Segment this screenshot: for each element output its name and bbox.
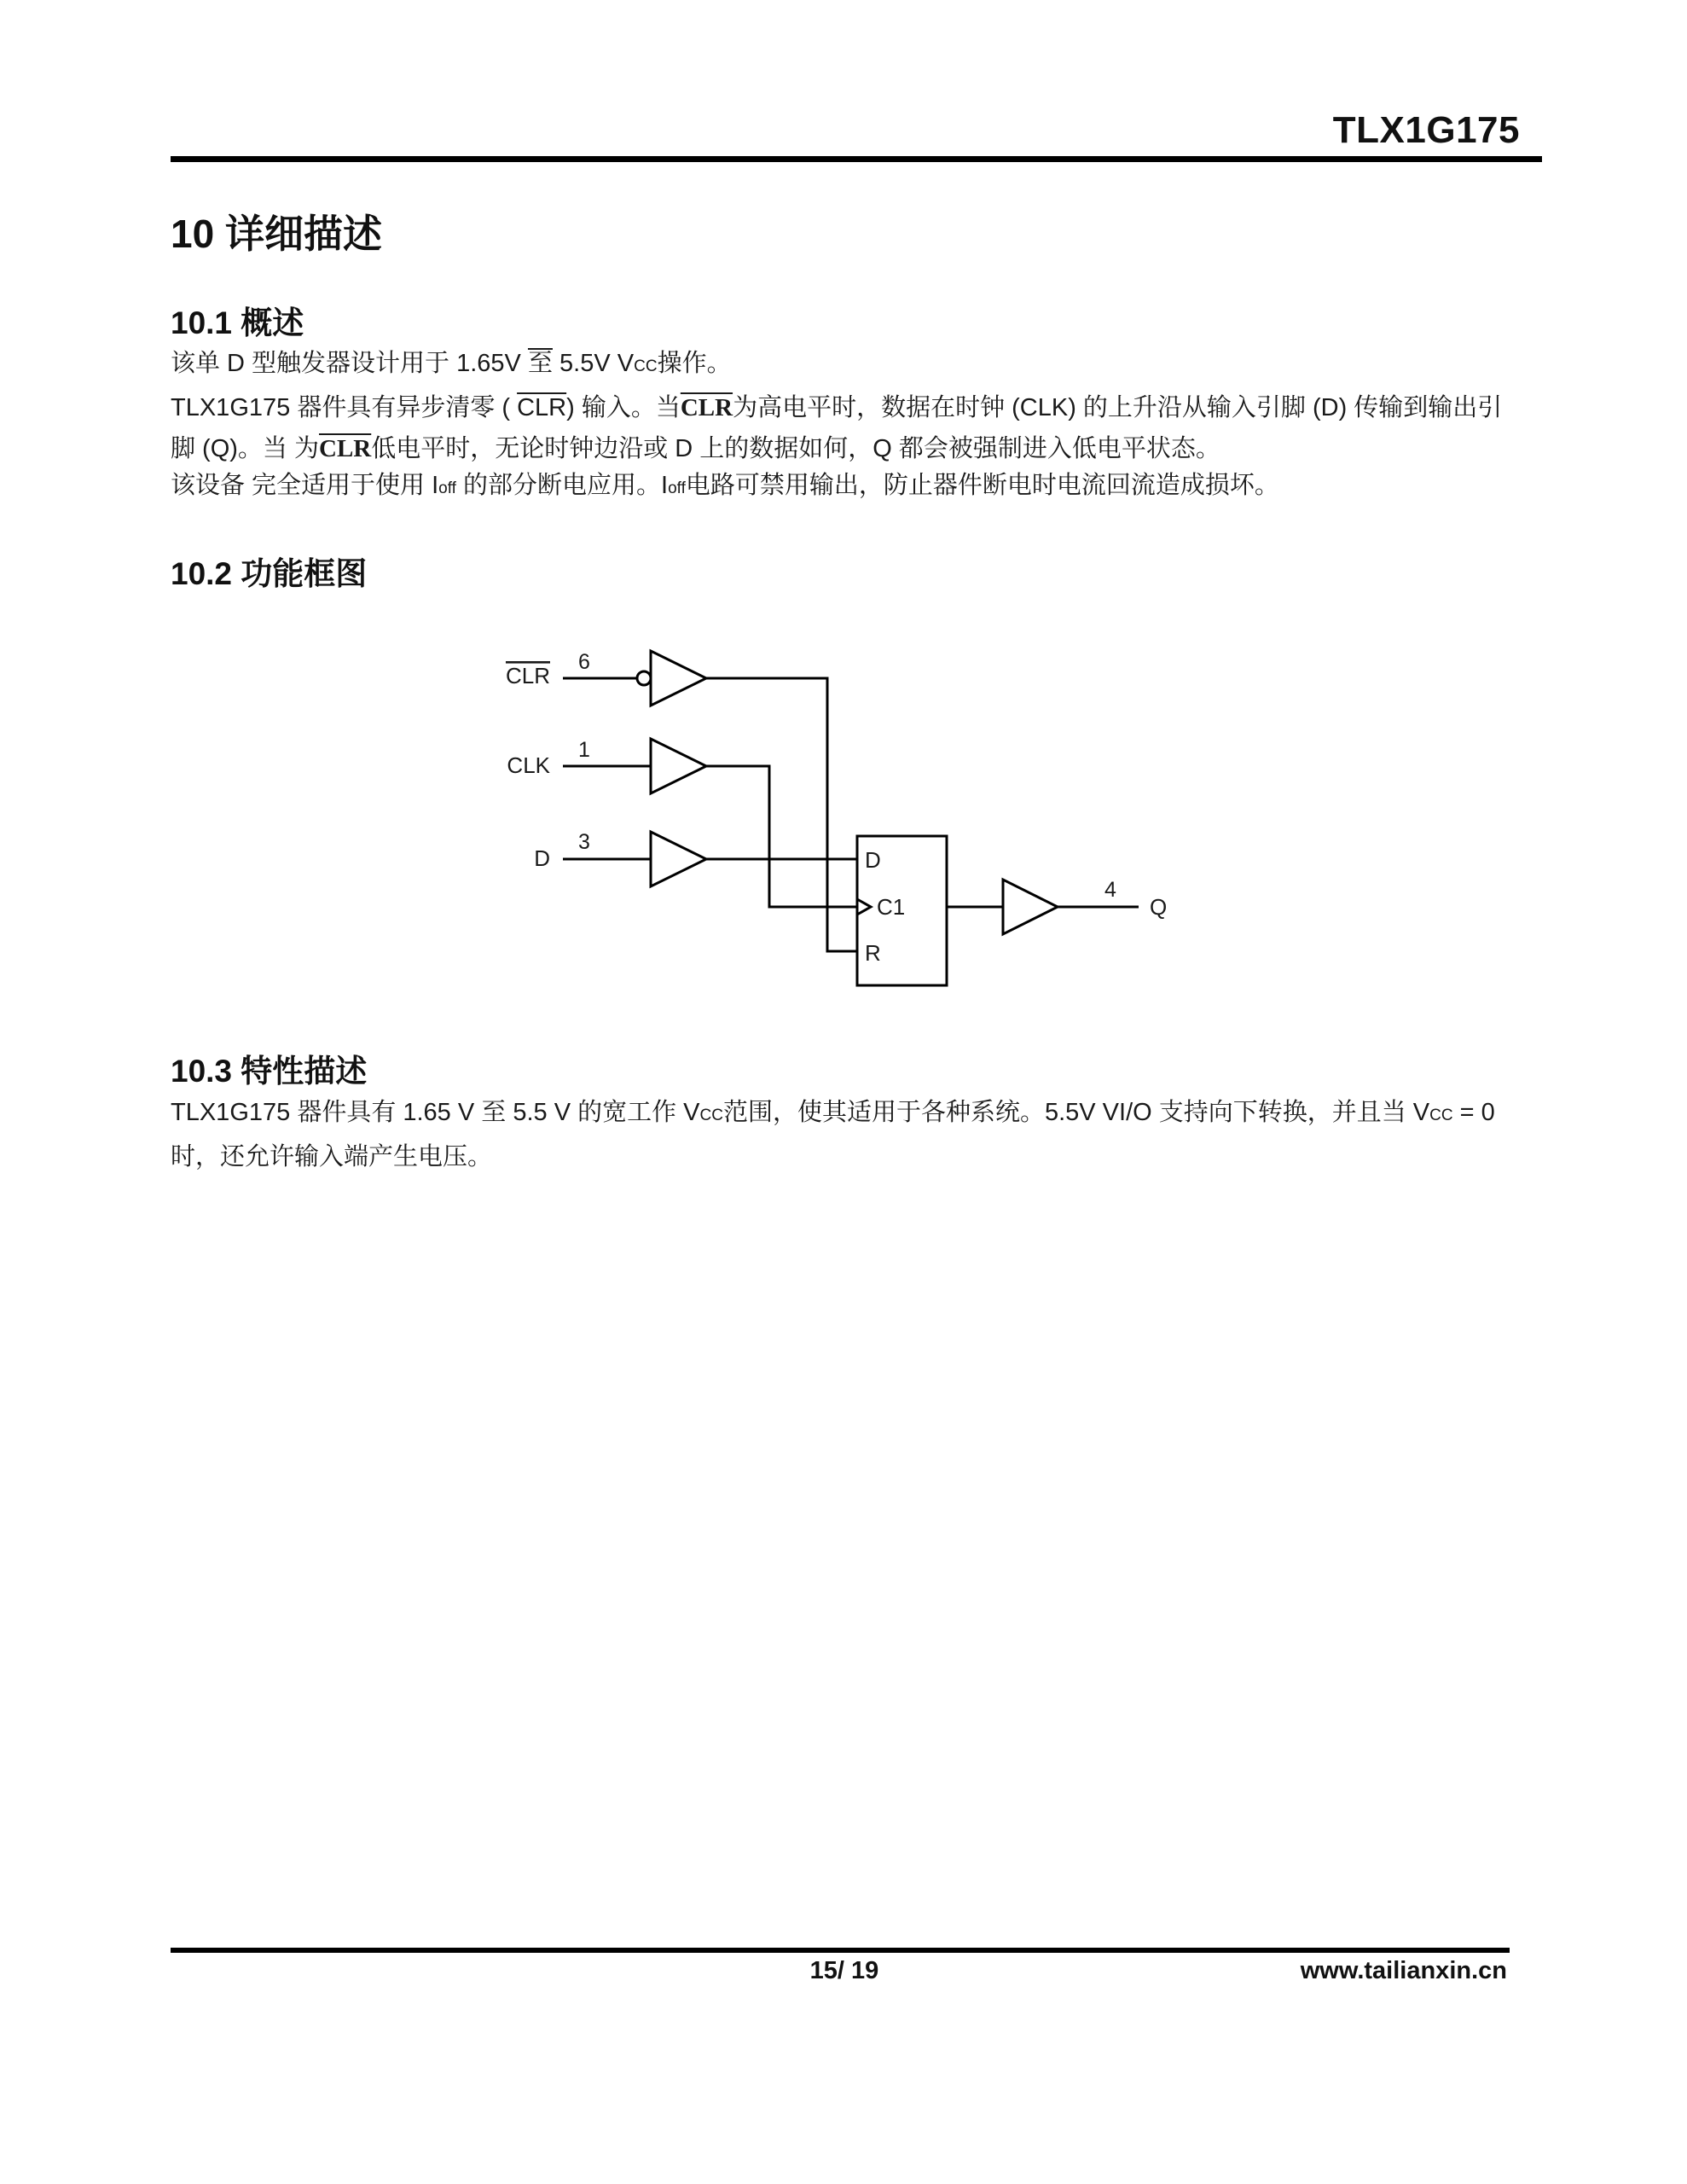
header-title: TLX1G175: [1332, 109, 1520, 151]
block-diagram-heading: 10.2 功能框图: [171, 556, 368, 591]
d-label: D: [534, 845, 550, 871]
clk-to-c1-wire: [706, 766, 857, 907]
clr-pin: 6: [578, 650, 590, 674]
d-buffer: [651, 832, 706, 886]
overview-paragraph-3: 该设备 完全适用于使用 Ioff 的部分断电应用。Ioff电路可禁用输出，防止器件断电时电流回流造成损坏。: [171, 472, 1279, 499]
clock-edge-marker: [857, 899, 871, 915]
section-title: 10 详细描述: [171, 212, 382, 256]
d-pin: 3: [578, 830, 590, 854]
ff-c1-label: C1: [877, 894, 906, 920]
q-label: Q: [1150, 894, 1168, 920]
ff-r-label: R: [865, 940, 881, 966]
clr-buffer: [651, 651, 706, 706]
clk-label: CLK: [507, 752, 550, 778]
ff-d-label: D: [865, 847, 881, 873]
features-paragraph: TLX1G175 器件具有 1.65 V 至 5.5 V 的宽工作 VCC范围，使其适用于各种系统。5.5V VI/O 支持向下转换，并且当 VCC = 0 时，还允许输入端产生电压。: [171, 1099, 1495, 1170]
footer-website: www.tailianxin.cn: [1300, 1957, 1507, 1984]
clk-buffer: [651, 739, 706, 793]
clr-to-r-wire: [706, 678, 857, 951]
q-pin: 4: [1104, 878, 1116, 902]
overview-paragraph-2: TLX1G175 器件具有异步清零 ( $\overline{CLR}$) 输入。当$\overline{CLR}$为高电平时，数据在时钟 (CLK) 的上升沿从输入引脚 (D) 传输到输出引脚 (Q)。当 为$\overline{CLR}$低电平时，无论时钟边沿或 D 上的数据如何，Q 都会被强制进入低电平状态。: [171, 394, 1503, 462]
footer-rule: [171, 1948, 1510, 1953]
clk-pin: 1: [578, 738, 590, 762]
overview-paragraph-1: 该单 D 型触发器设计用于 1.65V 至 5.5V VCC操作。: [171, 350, 732, 377]
clr-label: CLR: [505, 663, 550, 688]
header-rule: [171, 156, 1542, 162]
functional-block-diagram: [495, 636, 1194, 1011]
overview-heading: 10.1 概述: [171, 305, 304, 340]
clr-inverter-bubble: [637, 671, 651, 685]
output-buffer: [1003, 880, 1058, 934]
features-heading: 10.3 特性描述: [171, 1054, 368, 1089]
page-number: 15/ 19: [809, 1957, 879, 1984]
